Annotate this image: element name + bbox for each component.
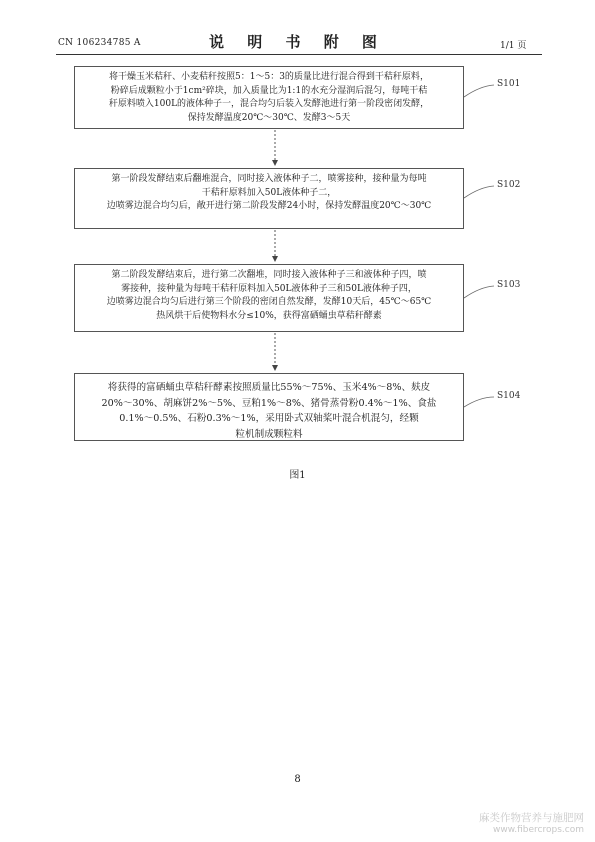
page-title: 说 明 书 附 图 xyxy=(209,33,386,51)
step-label-s104: S104 xyxy=(497,391,521,401)
step-label-s101: S101 xyxy=(497,79,521,89)
step-s101-line-2: 粉碎后成颗粒小于1cm²碎块，加入质量比为1:1的水充分湿润后混匀，每吨干秸 xyxy=(110,85,428,96)
leader-s102 xyxy=(464,186,494,198)
watermark xyxy=(466,810,584,835)
step-s103-line-2: 雾接种，接种量为每吨干秸秆原料加入50L液体种子三和50L液体种子四， xyxy=(121,283,417,294)
leader-s103 xyxy=(464,286,494,298)
step-box-s103 xyxy=(74,264,464,332)
step-s104-line-1: 将获得的富硒蛹虫草秸秆酵素按照质量比55%～75%、玉米4%～8%、麸皮 xyxy=(107,382,431,393)
step-s103-line-3: 边喷雾边混合均匀后进行第三个阶段的密闭自然发酵，发酵10天后，45℃～65℃ xyxy=(106,297,432,307)
figure-caption: 图1 xyxy=(289,470,306,481)
step-s103-line-4: 热风烘干后使物料水分≤10%，获得富硒蛹虫草秸秆酵素 xyxy=(156,310,382,321)
step-s104-line-4: 粒机制成颗粒料 xyxy=(235,428,303,440)
page-number: 8 xyxy=(294,774,301,785)
patent-number: CN 106234785 A xyxy=(58,38,141,48)
step-s101-line-3: 秆原料喷入100L的液体种子一，混合均匀后装入发酵池进行第一阶段密闭发酵， xyxy=(108,99,430,109)
step-s101-line-1: 将干燥玉米秸秆、小麦秸秆按照5：1～5：3的质量比进行混合得到干秸秆原料， xyxy=(109,72,429,82)
step-s102-line-2: 干秸秆原料加入50L液体种子二， xyxy=(201,187,337,198)
step-box-s102 xyxy=(74,168,464,229)
step-s104-line-3: 0.1%～0.5%、石粉0.3%～1%，采用卧式双轴桨叶混合机混匀，经颗 xyxy=(119,413,419,424)
step-s102-line-3: 边喷雾边混合均匀后，敞开进行第二阶段发酵24小时，保持发酵温度20℃～30℃ xyxy=(106,201,432,211)
step-s101-line-4: 保持发酵温度20℃～30℃、发酵3～5天 xyxy=(187,112,351,123)
watermark-site-name: 麻类作物营养与施肥网 xyxy=(479,812,584,824)
step-s102-line-1: 第一阶段发酵结束后翻堆混合，同时接入液体种子二，喷雾接种，接种量为每吨 xyxy=(111,174,427,184)
step-box-s101 xyxy=(74,66,464,129)
step-label-s102: S102 xyxy=(497,180,521,190)
leader-s101 xyxy=(464,85,494,97)
page-count: 1/1 页 xyxy=(500,41,527,51)
step-s103-line-1: 第二阶段发酵结束后，进行第二次翻堆，同时接入液体种子三和液体种子四，喷 xyxy=(111,270,427,280)
step-label-s103: S103 xyxy=(497,280,521,290)
step-box-s104 xyxy=(74,373,464,441)
watermark-url: www.fibercrops.com xyxy=(493,825,584,835)
step-s104-line-2: 20%～30%、胡麻饼2%～5%、豆粕1%～8%、猪骨蒸骨粉0.4%～1%、食盐 xyxy=(101,397,437,409)
leader-s104 xyxy=(464,397,494,407)
